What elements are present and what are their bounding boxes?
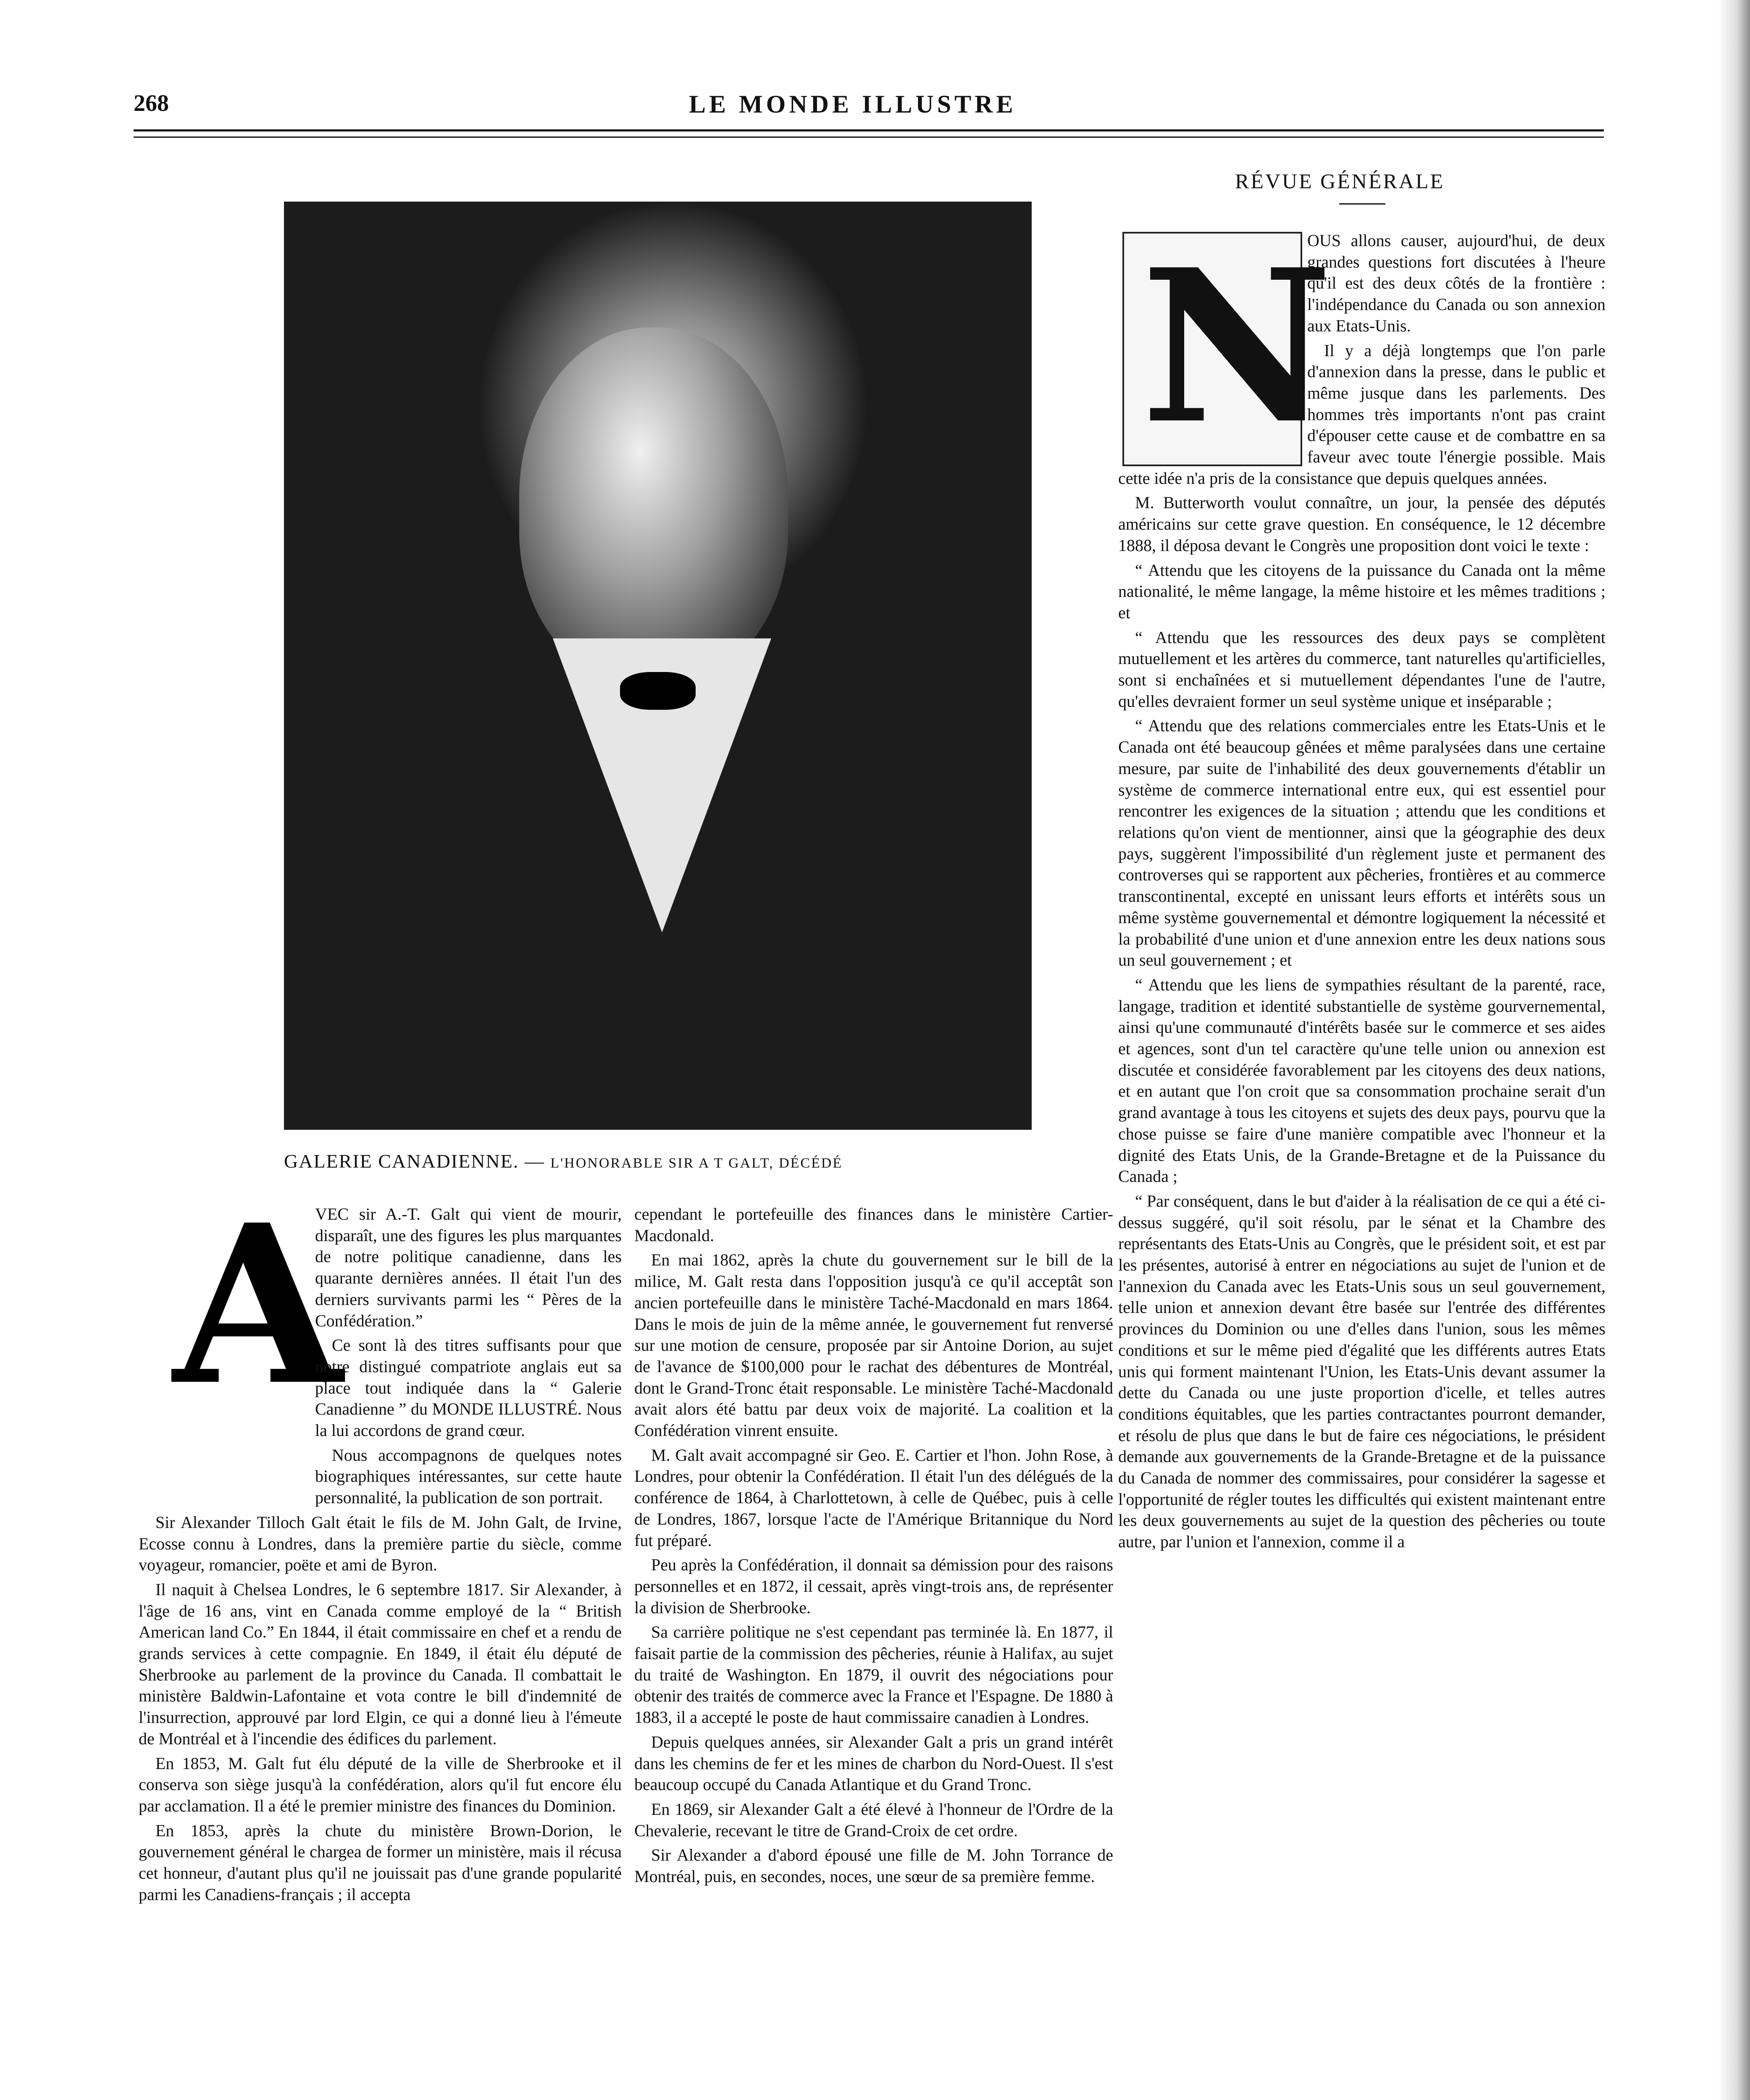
dropcap-n: N xyxy=(1141,223,1333,470)
revue-para-5: “ Attendu que les ressources des deux pays se complètent mutuellement et les artères du commerce, tant naturelles qu'artificielles, sont si enchaînées et si mutuellement dépendantes l'une de l'autre, qu'elles devraient former un seul système unique et inséparable ; xyxy=(1118,627,1605,711)
galt-para-7: En 1853, après la chute du ministère Brown-Dorion, le gouvernement général le chargea de former un ministère, mais il récusa cet honneur, d'autant plus qu'il ne jouissait pas d'une grande popularité parmi les Canadiens-français ; il accepta xyxy=(139,1821,622,1904)
revue-para-7: “ Attendu que les liens de sympathies résultant de la parenté, race, langage, tradition et identité substantielle de système gourvernemental, ainsi qu'une communauté d'intérêts basée sur le commerce et ses aides et agences, sont d'un tel caractère qu'une telle union ou annexion est discutée et considérée favorablement par les citoyens des deux nations, et en autant que l'on croit que sa consommation prochaine serait d'un grand avantage à tous les citoyens et sujets des deux pays, pourvu que la chose puisse se faire d'une manière compatible avec l'honneur et la dignité des Etats Unis, de la Grande-Bretagne et de la Puissance du Canada ; xyxy=(1118,975,1605,1186)
caption-main: GALERIE CANADIENNE. — xyxy=(284,1150,545,1172)
galt-para-13: Depuis quelques années, sir Alexander Galt a pris un grand intérêt dans les chemins de fer et les mines de charbon du Nord-Ouest. Il s'est beaucoup occupé du Canada Atlantique et du Grand Tronc. xyxy=(634,1732,1113,1794)
galt-para-8: cependant le portefeuille des finances dans le ministère Cartier-Macdonald. xyxy=(634,1205,1113,1245)
galt-column-2 xyxy=(634,1204,1113,2100)
galt-para-12: Sa carrière politique ne s'est cependant pas terminée là. En 1877, il faisait partie de la commission des pêcheries, réunie à Halifax, au sujet du traité de Washington. En 1879, il ouvrit des négociations pour obtenir des traités de commerce avec la France et l'Espagne. De 1880 à 1883, il a accepté le poste de haut commissaire canadien à Londres. xyxy=(634,1622,1113,1727)
revue-para-6: “ Attendu que des relations commerciales entre les Etats-Unis et le Canada ont été beaucoup gênées et même paralysées dans une certaine mesure, par suite de l'inhabilité des deux gouvernements d'établir un système de commerce international entre eux, qui est essentiel pour rencontrer les exigences de la situation ; attendu que les conditions et relations qu'on vient de mentionner, ainsi que la géographie des deux pays, suggèrent l'impossibilité d'un règlement juste et permanent des controverses qui se rapportent aux pêcheries, frontières et au commerce transcontinental, excepté en unissant leurs efforts et intérêts sous un même système gouvernemental et démontre logiquement la nécessité et la probabilité d'une union et d'une annexion entre les deux nations sous un seul gouvernement ; et xyxy=(1118,716,1605,970)
galt-para-15: Sir Alexander a d'abord épousé une fille de M. John Torrance de Montréal, puis, en secondes, noces, une sœur de sa première femme. xyxy=(634,1845,1113,1886)
revue-para-8: “ Par conséquent, dans le but d'aider à la réalisation de ce qui a été ci-dessus suggéré, qu'il soit résolu, par le sénat et la Chambre des représentants des Etats-Unis au Congrès, que le président soit, et est par les présentes, autorisé à entrer en négociations au sujet de l'union et de l'annexion du Canada avec les Etats-Unis sous un seul gouvernement, telle union et annexion devant être basée sur l'entrée des différentes provinces du Dominion ou une d'elles dans l'union, sous les mêmes conditions et sur le même pied d'égalité que les différents autres Etats unis qui forment maintenant l'Union, les Etats-Unis devant assumer la dette du Canada ou une juste proportion d'icelle, et telles autres conditions équitables, que les parties contractantes pourront demander, et résolu de plus que dans le but de faire ces négociations, le président demande aux gouvernements de la Grande-Bretagne et de la puissance du Canada de nommer des commissaires, pour considérer la sagesse et l'opportunité de régler toutes les difficultés qui existent maintenant entre les deux gouvernements au sujet de la question des pêcheries ou toute autre, par l'union et l'annexion, comme il a xyxy=(1118,1191,1605,1551)
galt-column-1 xyxy=(139,1204,622,2100)
galt-para-5: Il naquit à Chelsea Londres, le 6 septembre 1817. Sir Alexander, à l'âge de 16 ans, vint en Canada comme employé de la “ British American land Co.” En 1844, il était commissaire en chef et a rendu de grands services à cette compagnie. En 1849, il était élu député de Sherbrooke au parlement de la province du Canada. Il combattait le ministère Baldwin-Lafontaine et vota contre le bill d'indemnité de l'insurrection, approuvé par lord Elgin, ce qui a donné lieu à l'émeute de Montréal et à l'incendie des édifices du parlement. xyxy=(139,1580,622,1748)
portrait-photo xyxy=(284,202,1032,1130)
portrait-caption xyxy=(284,1150,843,1172)
galt-para-3: Nous accompagnons de quelques notes biographiques intéressantes, sur cette haute personnalité, la publication de son portrait. xyxy=(315,1445,622,1507)
galt-para-1: VEC sir A.-T. Galt qui vient de mourir, disparaît, une des figures les plus marquantes de notre politique canadienne, dans les quarante dernières années. Il était l'un des derniers survivants parmi les “ Pères de la Confédération.” xyxy=(315,1205,622,1330)
portrait-bowtie xyxy=(620,672,696,710)
section-title-rule xyxy=(1339,203,1385,205)
page-number: 268 xyxy=(134,90,169,116)
galt-para-6: En 1853, M. Galt fut élu député de la ville de Sherbrooke et il conserva son siège jusqu'à la confédération, alors qu'il fut encore élu par acclamation. Il a été le premier ministre des finances du Dominion. xyxy=(139,1754,622,1815)
galt-para-11: Peu après la Confédération, il donnait sa démission pour des raisons personnelles et en 1872, il cessait, après vingt-trois ans, de représenter la division de Sherbrooke. xyxy=(634,1555,1113,1617)
dropcap-n-space xyxy=(1118,230,1307,465)
revue-para-4: “ Attendu que les citoyens de la puissance du Canada ont la même nationalité, le même langage, la même histoire et les mêmes traditions ; et xyxy=(1118,560,1605,622)
revue-para-3: M. Butterworth voulut connaître, un jour, la pensée des députés américains sur cette grave question. En conséquence, le 12 décembre 1888, il déposa devant le Congrès une proposition dont voici le texte : xyxy=(1118,493,1605,555)
section-title: RÉVUE GÉNÉRALE xyxy=(1235,169,1445,193)
running-title: LE MONDE ILLUSTRE xyxy=(689,90,1017,118)
revue-para-1: OUS allons causer, aujourd'hui, de deux grandes questions fort discutées à l'heure qu'il est des deux côtés de la frontière : l'indépendance du Canada ou son annexion aux Etats-Unis. xyxy=(1307,231,1605,335)
caption-sub: L'HONORABLE SIR A T GALT, DÉCÉDÉ xyxy=(550,1155,843,1171)
header-rule xyxy=(134,129,1604,138)
portrait-head xyxy=(519,328,788,680)
galt-para-4: Sir Alexander Tilloch Galt était le fils de M. John Galt, de Irvine, Ecosse connu à Londres, dans la première partie du siècle, comme voyageur, romancier, poëte et ami de Byron. xyxy=(139,1512,622,1575)
dropcap-space xyxy=(139,1204,315,1502)
galt-para-2: Ce sont là des titres suffisants pour que notre distingué compatriote anglais eut sa place tout indiquée dans la “ Galerie Canadienne ” du MONDE ILLUSTRÉ. Nous la lui accordons de grand cœur. xyxy=(315,1336,622,1440)
revue-column xyxy=(1118,223,1605,2100)
dropcap-a: A xyxy=(173,1177,343,1433)
galt-para-10: M. Galt avait accompagné sir Geo. E. Cartier et l'hon. John Rose, à Londres, pour obtenir la Confédération. Il était l'un des délégués de la conférence de 1864, à Charlottetown, à celle de Québec, puis à celle de Londres, 1867, lorsque l'acte de l'Amérique Britannique du Nord fut préparé. xyxy=(634,1445,1113,1550)
galt-para-9: En mai 1862, après la chute du gouvernement sur le bill de la milice, M. Galt resta dans l'opposition jusqu'à ce qu'il acceptât son ancien portefeuille dans le ministère Taché-Macdonald en mars 1864. Dans le mois de juin de la même année, le gouvernement fut renversé sur une motion de censure, proposée par sir Antoine Dorion, au sujet de l'avance de $100,000 pour le rachat des débentures de Montréal, dont le Grand-Tronc était responsable. Le ministère Taché-Macdonald avait alors été battu par deux voix de majorité. La coalition et la Confédération vinrent ensuite. xyxy=(634,1250,1113,1440)
galt-para-14: En 1869, sir Alexander Galt a été élevé à l'honneur de l'Ordre de la Chevalerie, recevant le titre de Grand-Croix de cet ordre. xyxy=(634,1799,1113,1840)
page-edge-shadow xyxy=(1718,0,1750,2100)
revue-para-2: Il y a déjà longtemps que l'on parle d'annexion dans la presse, dans le public et même jusque dans les parlements. Des hommes très importants n'ont pas craint d'épouser cette cause et de combattre en sa faveur avec toute l'énergie possible. Mais cette idée n'a pris de la consistance que depuis quelques années. xyxy=(1118,341,1605,488)
